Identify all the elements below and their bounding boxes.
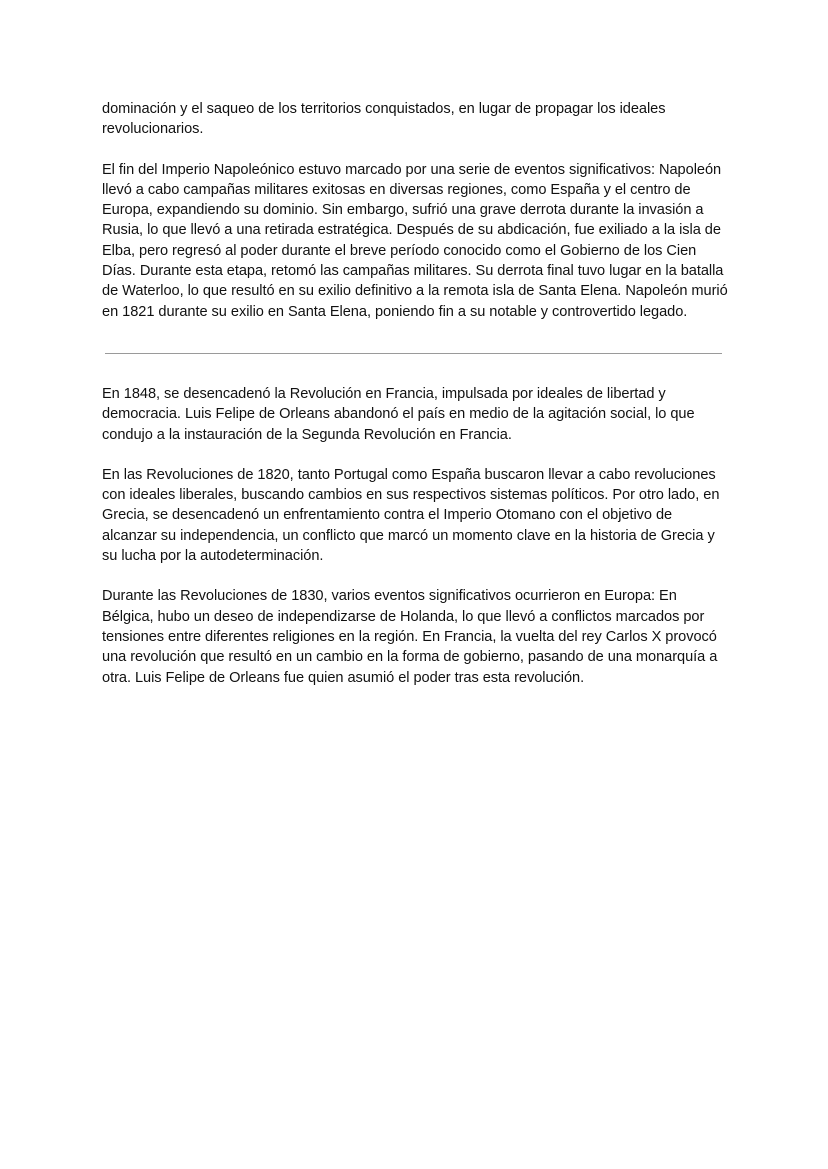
paragraph-napoleon-domination: dominación y el saqueo de los territorios conquistados, en lugar de propagar los ideales revolucionarios. [102, 101, 666, 138]
horizontal-divider [105, 353, 722, 354]
document-body [102, 99, 728, 688]
revolutions-section [102, 384, 728, 688]
paragraph-revolutions-1830: Durante las Revoluciones de 1830, varios eventos significativos ocurrieron en Europa: En Bélgica, hubo un deseo de independizarse de Holanda, lo que llevó a conflictos marcados por tensiones entre diferentes religiones en la región. En Francia, la vuelta del rey Carlos X provocó una revolución que resultó en un cambio en la forma de gobierno, pasando de una monarquía a otra. Luis Felipe de Orleans fue quien asumió el poder tras esta revolución. [102, 588, 718, 686]
paragraph-revolution-1848: En 1848, se desencadenó la Revolución en Francia, impulsada por ideales de libertad y democracia. Luis Felipe de Orleans abandonó el país en medio de la agitación social, lo que condujo a la instauración de la Segunda Revolución en Francia. [102, 385, 695, 443]
paragraph-revolutions-1820: En las Revoluciones de 1820, tanto Portugal como España buscaron llevar a cabo revoluciones con ideales liberales, buscando cambios en sus respectivos sistemas políticos. Por otro lado, en Grecia, se desencadenó un enfrentamiento contra el Imperio Otomano con el objetivo de alcanzar su independencia, un conflicto que marcó un momento clave en la historia de Grecia y su lucha por la autodeterminación. [102, 466, 720, 565]
paragraph-end-of-napoleonic-empire: El fin del Imperio Napoleónico estuvo marcado por una serie de eventos significativos: Napoleón llevó a cabo campañas militares exitosas en diversas regiones, como España y el centro de Europa, expandiendo su dominio. Sin embargo, sufrió una grave derrota durante la invasión a Rusia, lo que llevó a una retirada estratégica. Después de su abdicación, fue exiliado a la isla de Elba, pero regresó al poder durante el breve período conocido como el Gobierno de los Cien Días. Durante esta etapa, retomó las campañas militares. Su derrota final tuvo lugar en la batalla de Waterloo, lo que resultó en su exilio definitivo a la remota isla de Santa Elena. Napoleón murió en 1821 durante su exilio en Santa Elena, poniendo fin a su notable y controvertido legado. [102, 161, 728, 320]
